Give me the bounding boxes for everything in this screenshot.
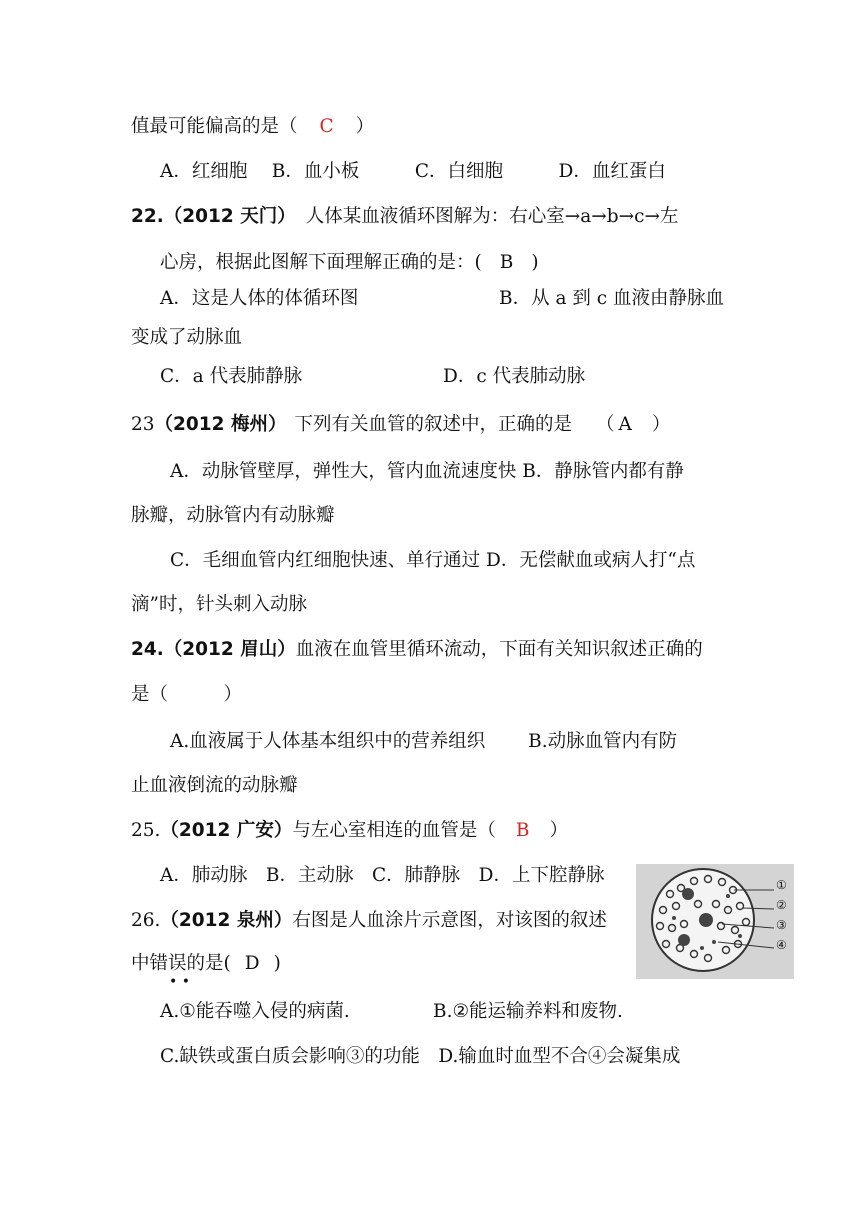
- answer-21: C: [319, 116, 334, 137]
- question-22-option-d: D．c 代表肺动脉: [443, 366, 586, 387]
- label-1: ①: [776, 878, 787, 892]
- question-23-option-a-cont: 脉瓣，动脉管内有动脉瓣: [131, 505, 335, 526]
- question-24-option-a: A.血液属于人体基本组织中的营养组织 B.动脉血管内有防: [170, 731, 678, 752]
- answer-22: B: [499, 252, 514, 273]
- question-26-stem-2: 中错误的是( D ): [131, 953, 281, 974]
- answer-25: B: [515, 820, 530, 841]
- question-22-stem-2: 心房，根据此图解下面理解正确的是：( B ): [160, 252, 539, 273]
- question-22-option-c: C．a 代表肺静脉: [160, 366, 303, 387]
- question-25-stem: 25.（2012 广安）与左心室相连的血管是（ B ）: [131, 820, 568, 841]
- blood-smear-diagram: [636, 864, 794, 979]
- question-22-option-b-cont: 变成了动脉血: [131, 327, 243, 348]
- question-24-stem: 24.（2012 眉山）血液在血管里循环流动，下面有关知识叙述正确的: [131, 639, 703, 660]
- question-23-stem: 23（2012 梅州） 下列有关血管的叙述中，正确的是 （ A ）: [131, 414, 671, 435]
- question-26-option-a: A.①能吞噬入侵的病菌.: [160, 1001, 350, 1022]
- question-22-stem: 22.（2012 天门） 人体某血液循环图解为：右心室→a→b→c→左: [131, 206, 679, 227]
- label-4: ④: [776, 938, 787, 952]
- question-22-option-a: A．这是人体的体循环图: [160, 288, 359, 309]
- question-22-option-b: B．从 a 到 c 血液由静脉血: [499, 288, 725, 309]
- label-3: ③: [776, 918, 787, 932]
- question-21-stem-end: 值最可能偏高的是（ C ）: [131, 116, 375, 137]
- answer-26: D: [244, 953, 260, 974]
- question-24-stem-2: 是（ ）: [131, 684, 243, 705]
- emphasis-dots: • •: [169, 974, 190, 990]
- label-2: ②: [776, 898, 787, 912]
- question-26-option-c: C.缺铁或蛋白质会影响③的功能 D.输血时血型不合④会凝集成: [160, 1046, 681, 1067]
- question-26-option-b: B.②能运输养料和废物.: [433, 1001, 623, 1022]
- question-23-option-a: A．动脉管壁厚，弹性大，管内血流速度快 B．静脉管内都有静: [170, 461, 684, 482]
- question-24-option-a-cont: 止血液倒流的动脉瓣: [131, 775, 298, 796]
- answer-23: A: [618, 414, 632, 435]
- question-25-options: A．肺动脉 B．主动脉 C．肺静脉 D．上下腔静脉: [160, 865, 605, 886]
- question-26-stem: 26.（2012 泉州）右图是人血涂片示意图，对该图的叙述: [131, 910, 607, 931]
- question-23-option-c: C．毛细血管内红细胞快速、单行通过 D．无偿献血或病人打“点: [170, 550, 696, 571]
- blood-smear-image: [636, 864, 794, 979]
- question-23-option-c-cont: 滴”时，针头刺入动脉: [131, 594, 307, 615]
- question-21-options: A．红细胞 B．血小板 C．白细胞 D．血红蛋白: [160, 161, 666, 182]
